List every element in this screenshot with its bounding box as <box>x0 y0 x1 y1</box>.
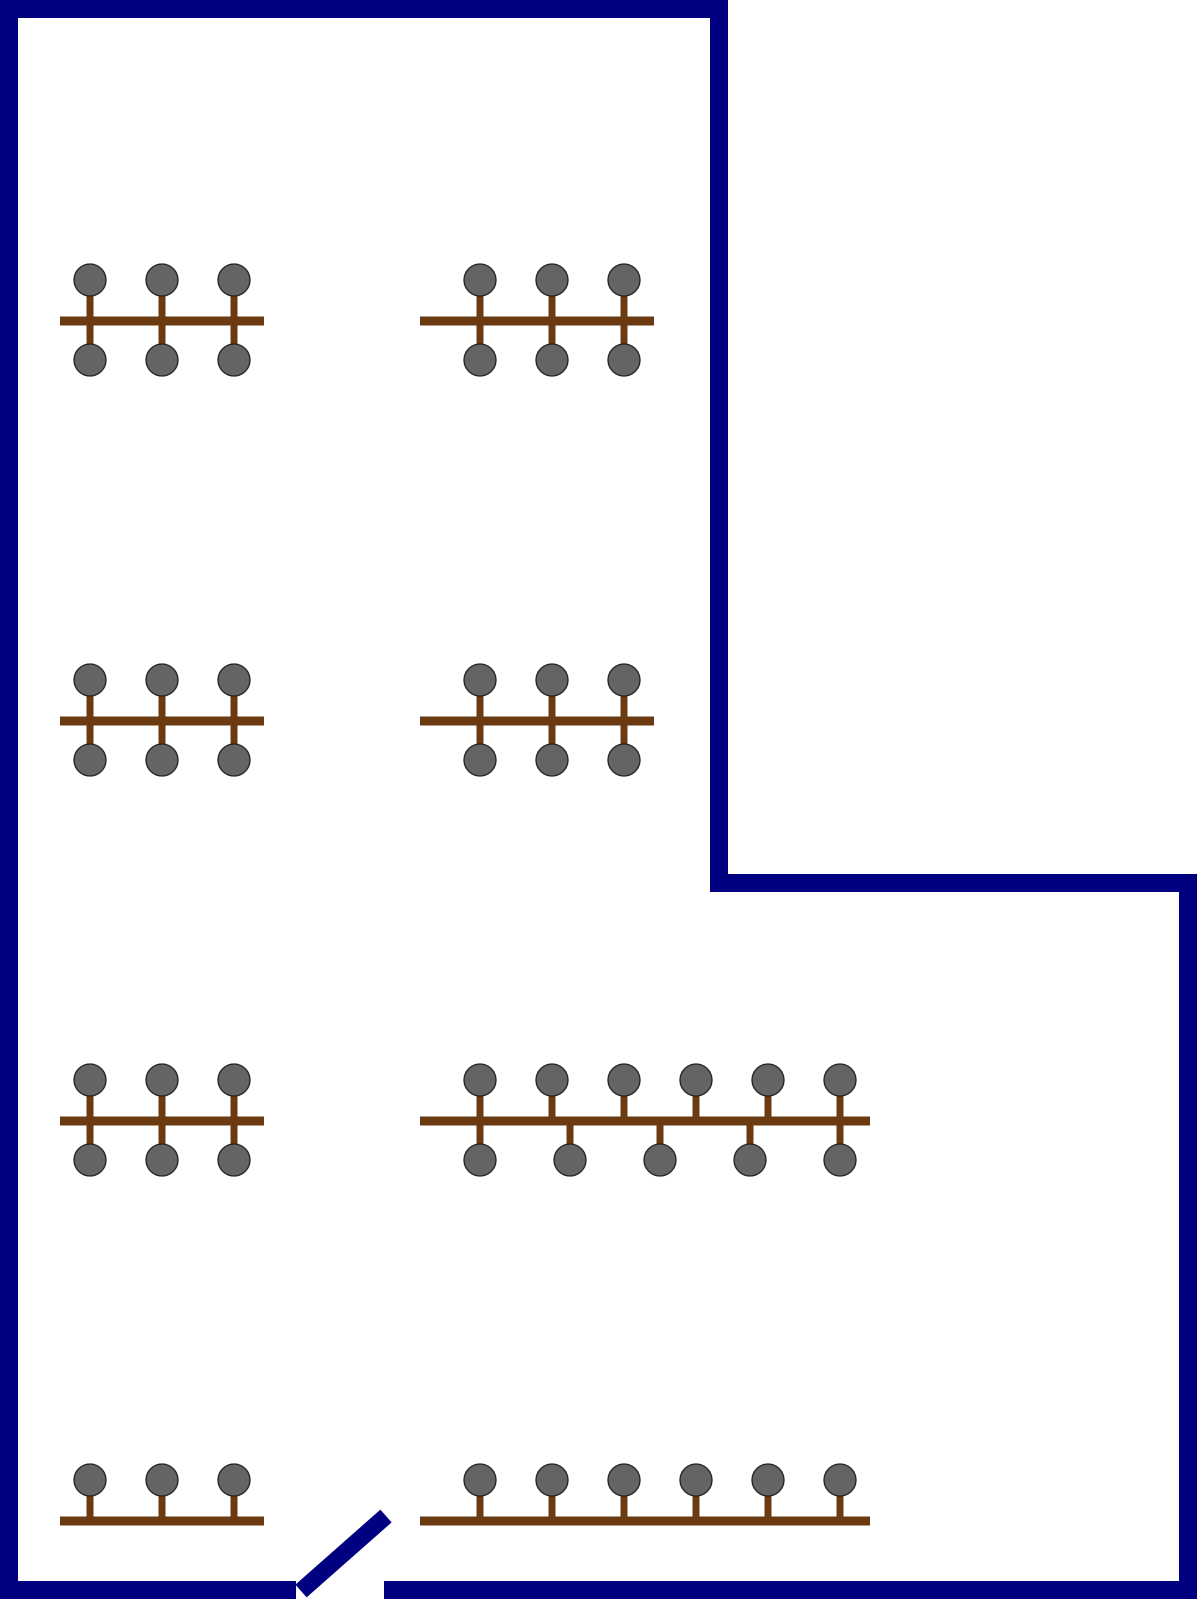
desk-group <box>60 1464 264 1521</box>
chair-icon <box>218 1064 250 1096</box>
chair-icon <box>218 1464 250 1496</box>
chair-icon <box>536 664 568 696</box>
chair-icon <box>218 664 250 696</box>
chair-icon <box>146 1144 178 1176</box>
chair-icon <box>218 264 250 296</box>
chair-icon <box>608 264 640 296</box>
chair-icon <box>74 744 106 776</box>
chair-icon <box>464 744 496 776</box>
chair-icon <box>74 1464 106 1496</box>
desk-group <box>60 264 264 376</box>
chair-icon <box>824 1464 856 1496</box>
chair-icon <box>608 1064 640 1096</box>
chair-icon <box>74 264 106 296</box>
chair-icon <box>218 344 250 376</box>
chair-icon <box>464 1144 496 1176</box>
chair-icon <box>536 1464 568 1496</box>
chair-icon <box>536 1064 568 1096</box>
desk-group <box>420 664 654 776</box>
chair-icon <box>74 344 106 376</box>
chair-icon <box>554 1144 586 1176</box>
room-walls <box>9 9 1188 1590</box>
chair-icon <box>734 1144 766 1176</box>
desk-group <box>420 1464 870 1521</box>
desk-group <box>60 664 264 776</box>
chair-icon <box>752 1464 784 1496</box>
chair-icon <box>608 744 640 776</box>
chair-icon <box>146 344 178 376</box>
chair-icon <box>536 744 568 776</box>
chair-icon <box>464 664 496 696</box>
chair-icon <box>218 744 250 776</box>
chair-icon <box>74 1064 106 1096</box>
entrance-door <box>301 1516 386 1591</box>
chair-icon <box>824 1064 856 1096</box>
desk-group <box>60 1064 264 1176</box>
chair-icon <box>824 1144 856 1176</box>
chair-icon <box>74 664 106 696</box>
chair-icon <box>146 264 178 296</box>
chair-icon <box>680 1464 712 1496</box>
chair-icon <box>146 1064 178 1096</box>
chair-icon <box>218 1144 250 1176</box>
chair-icon <box>680 1064 712 1096</box>
chair-icon <box>146 1464 178 1496</box>
chair-icon <box>146 744 178 776</box>
chair-icon <box>608 1464 640 1496</box>
chair-icon <box>464 264 496 296</box>
desk-groups <box>60 264 870 1521</box>
chair-icon <box>536 344 568 376</box>
chair-icon <box>752 1064 784 1096</box>
desk-group <box>420 264 654 376</box>
chair-icon <box>464 1064 496 1096</box>
chair-icon <box>644 1144 676 1176</box>
chair-icon <box>608 664 640 696</box>
desk-group <box>420 1064 870 1176</box>
chair-icon <box>74 1144 106 1176</box>
chair-icon <box>464 344 496 376</box>
chair-icon <box>146 664 178 696</box>
chair-icon <box>608 344 640 376</box>
chair-icon <box>536 264 568 296</box>
chair-icon <box>464 1464 496 1496</box>
